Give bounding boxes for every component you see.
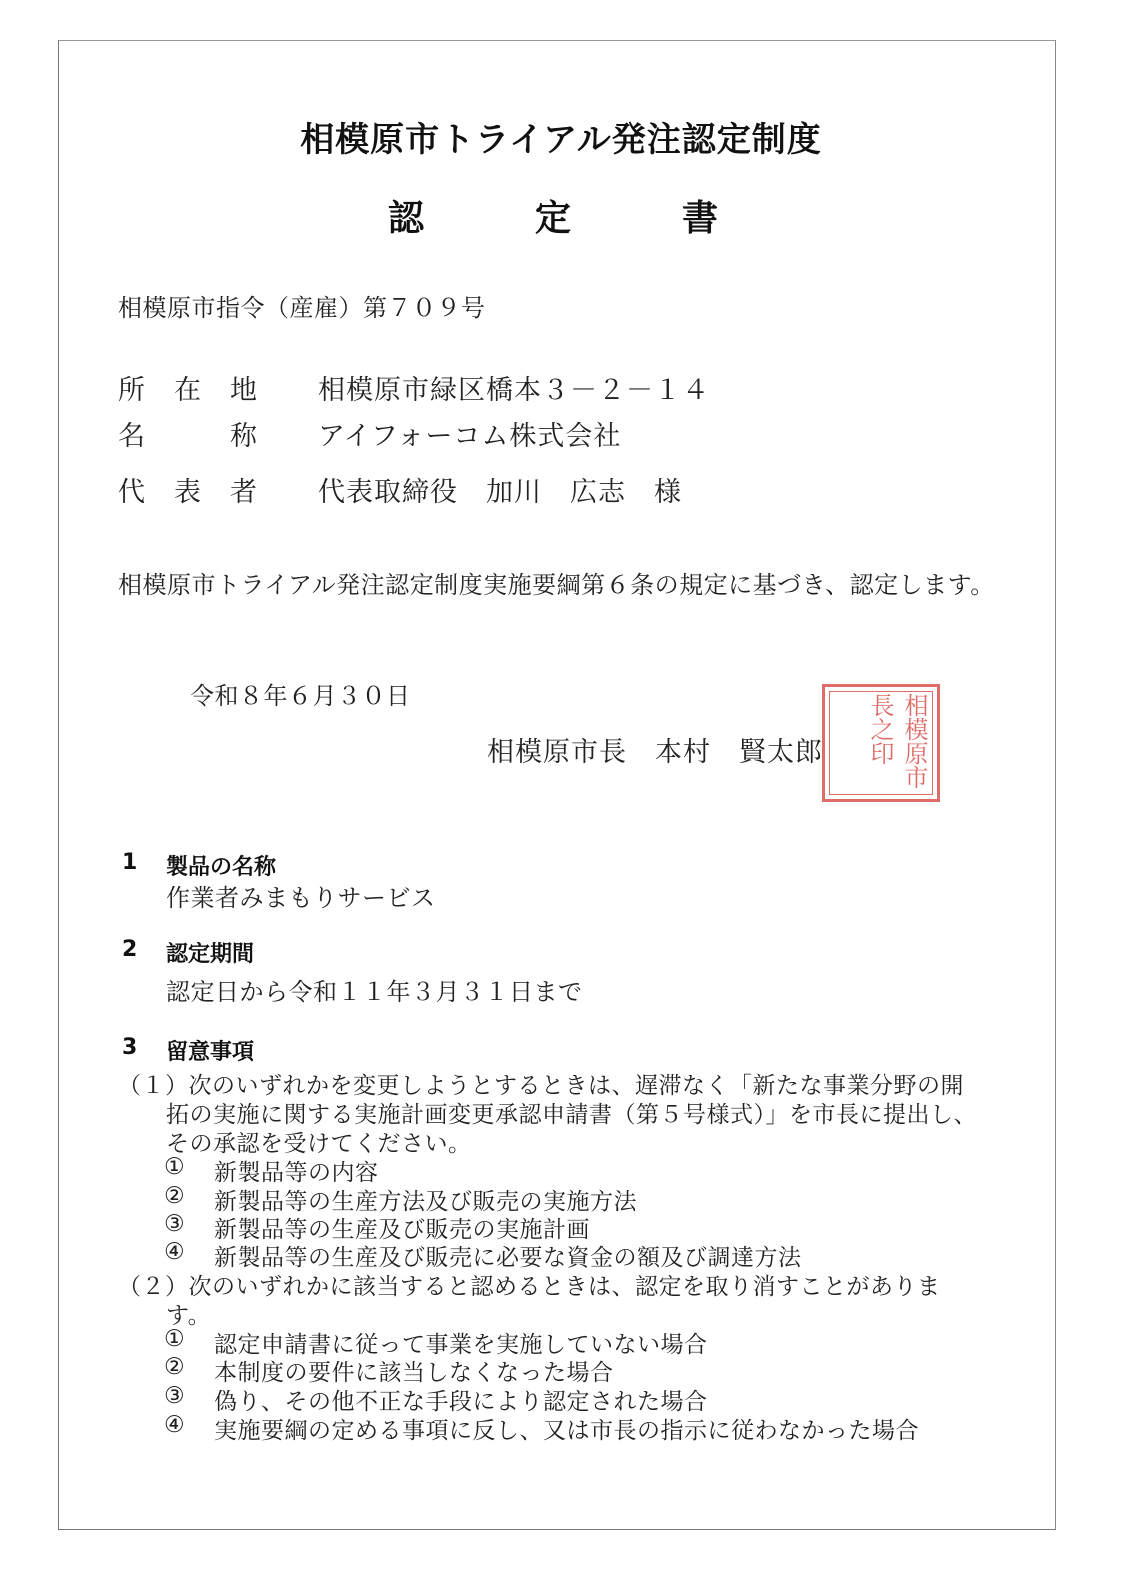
product-name: 作業者みまもりサービス xyxy=(166,884,436,912)
notice-1-item-2: 新製品等の生産方法及び販売の実施方法 xyxy=(214,1189,637,1215)
notice-1-line-2: 拓の実施に関する実施計画変更承認申請書（第５号様式）」を市長に提出し、 xyxy=(166,1102,977,1128)
notice-2-item-4: 実施要綱の定める事項に反し、又は市長の指示に従わなかった場合 xyxy=(214,1418,919,1444)
seal-text: 相模原市長之印 xyxy=(866,693,928,789)
subtitle-char-3: 書 xyxy=(682,198,719,239)
signer-name: 相模原市長 本村 賢太郎 xyxy=(487,737,823,768)
reference-number: 相模原市指令（産雇）第７０９号 xyxy=(118,294,486,322)
representative-label: 代 表 者 xyxy=(118,477,258,508)
notice-2-item-2-mark: ② xyxy=(164,1354,186,1380)
name-value: アイフォーコム株式会社 xyxy=(318,421,622,452)
notice-2-item-3-mark: ③ xyxy=(164,1383,186,1409)
notice-2-line-1: （２）次のいずれかに該当すると認めるときは、認定を取り消すことがありま xyxy=(118,1274,941,1300)
issue-date: 令和８年６月３０日 xyxy=(190,682,411,710)
notice-1-item-3-mark: ③ xyxy=(164,1211,186,1237)
address-label: 所 在 地 xyxy=(118,375,258,406)
notice-1-item-4-mark: ④ xyxy=(164,1239,186,1265)
section-3-title: 留意事項 xyxy=(166,1040,255,1065)
section-1-title: 製品の名称 xyxy=(166,855,277,880)
section-1-number: 1 xyxy=(122,850,138,875)
notice-1-line-1: （１）次のいずれかを変更しようとするときは、遅滞なく「新たな事業分野の開 xyxy=(118,1073,964,1099)
notice-1-item-2-mark: ② xyxy=(164,1183,186,1209)
representative-value: 代表取締役 加川 広志 様 xyxy=(318,477,682,508)
notice-1-item-4: 新製品等の生産及び販売に必要な資金の額及び調達方法 xyxy=(214,1245,802,1271)
notice-1-item-1: 新製品等の内容 xyxy=(214,1160,379,1186)
certification-statement: 相模原市トライアル発注認定制度実施要綱第６条の規定に基づき、認定します。 xyxy=(118,571,995,599)
subtitle-char-2: 定 xyxy=(535,198,572,239)
notice-2-line-2: す。 xyxy=(166,1303,212,1329)
notice-1-item-3: 新製品等の生産及び販売の実施計画 xyxy=(214,1217,590,1243)
notice-2-item-3: 偽り、その他不正な手段により認定された場合 xyxy=(214,1389,708,1415)
notice-2-item-1-mark: ① xyxy=(164,1326,186,1352)
notice-2-item-2: 本制度の要件に該当しなくなった場合 xyxy=(214,1360,614,1386)
notice-1-line-3: その承認を受けてください。 xyxy=(166,1131,472,1157)
certification-period: 認定日から令和１１年３月３１日まで xyxy=(166,978,583,1006)
section-3-number: 3 xyxy=(122,1035,138,1060)
address-value: 相模原市緑区橋本３－２－１４ xyxy=(318,375,710,406)
official-seal xyxy=(822,684,940,802)
notice-2-item-4-mark: ④ xyxy=(164,1412,186,1438)
name-label: 名 称 xyxy=(118,421,258,452)
section-2-title: 認定期間 xyxy=(166,942,255,967)
notice-1-item-1-mark: ① xyxy=(164,1154,186,1180)
subtitle-char-1: 認 xyxy=(388,198,425,239)
section-2-number: 2 xyxy=(122,937,138,962)
document-title: 相模原市トライアル発注認定制度 xyxy=(300,120,822,160)
notice-2-item-1: 認定申請書に従って事業を実施していない場合 xyxy=(214,1332,708,1358)
